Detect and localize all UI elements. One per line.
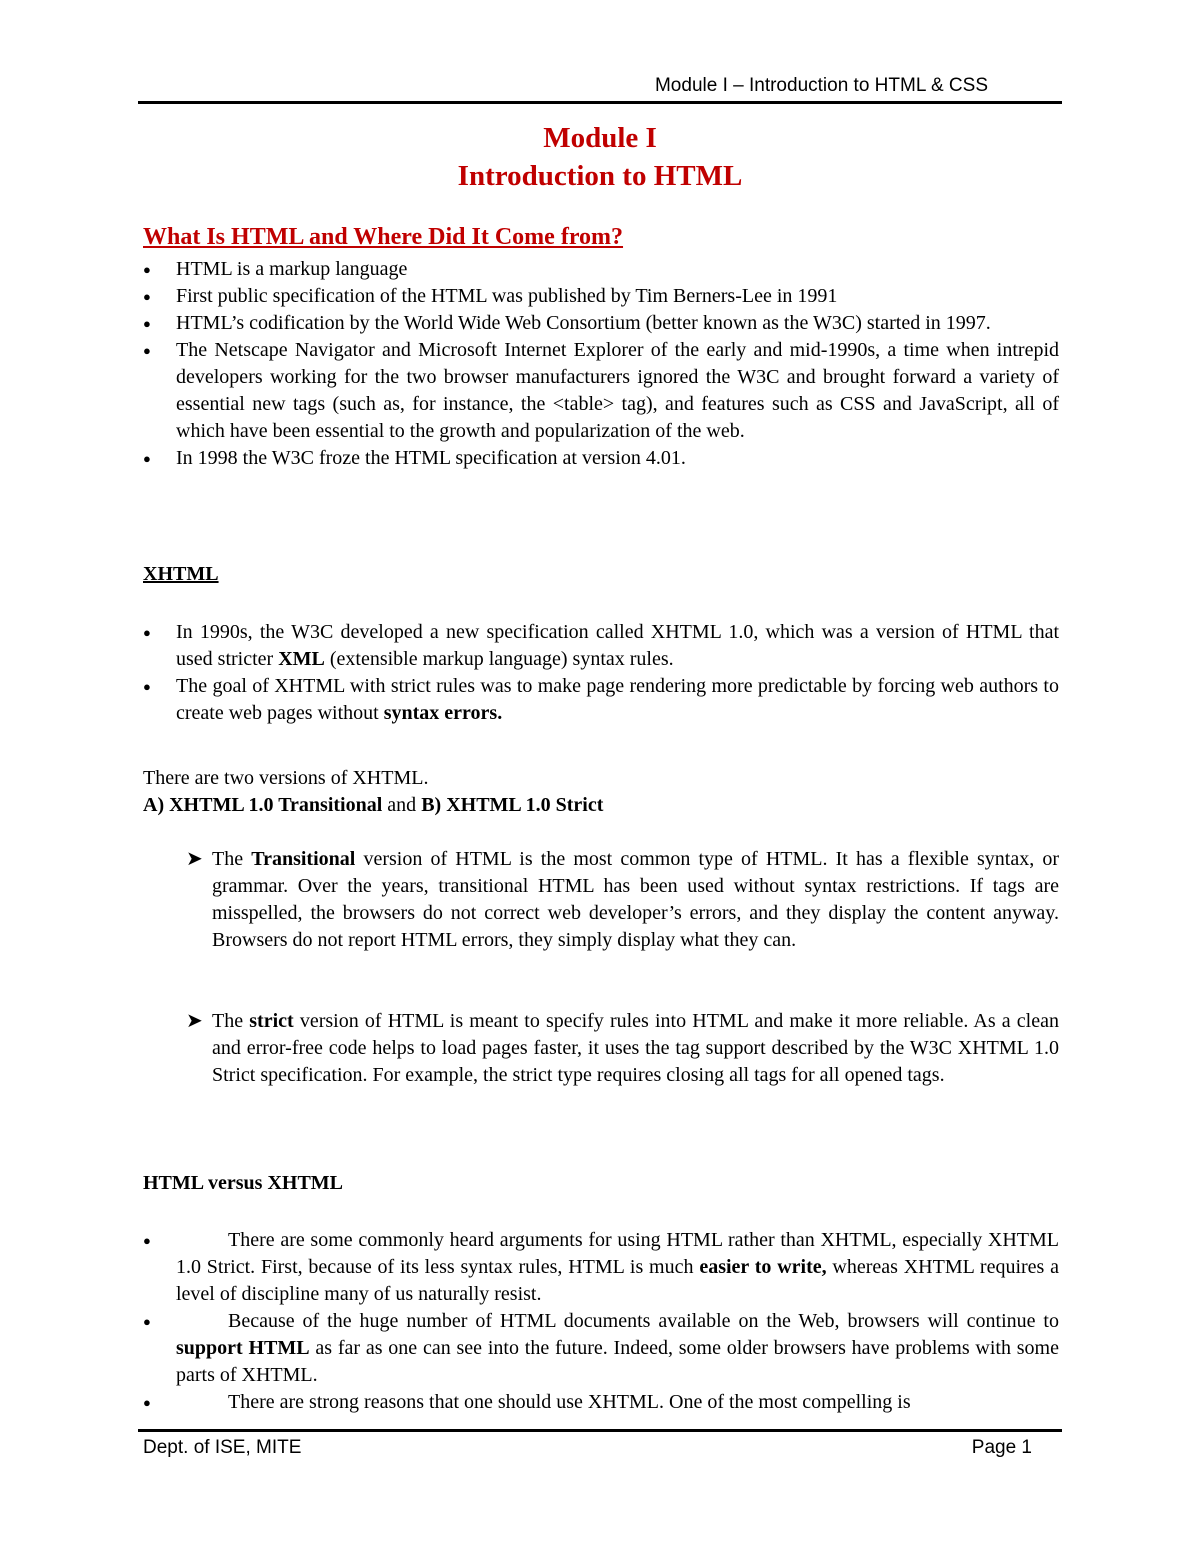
footer-rule [138,1429,1062,1432]
list-item: ● HTML is a markup language [143,256,1059,283]
list-item: ● Because of the huge number of HTML documents available on the Web, browsers will continue to support HTML as far as one can see into the future. Indeed, some older browsers have problems with some parts of XHTML. [143,1308,1059,1389]
footer-page-number: Page 1 [971,1437,1032,1458]
arrow-bullet-icon: ➤ [186,848,203,870]
list-item: ● In 1998 the W3C froze the HTML specification at version 4.01. [143,445,1059,472]
section3-bullets [143,1227,1059,1416]
running-header: Module I – Introduction to HTML & CSS [654,75,988,96]
list-item: ● HTML’s codification by the World Wide Web Consortium (better known as the W3C) started in 1997. [143,310,1059,337]
strict-description [143,1008,1059,1089]
list-item: ● There are strong reasons that one should use XHTML. One of the most compelling is [143,1389,1059,1416]
list-item: ● There are some commonly heard arguments for using HTML rather than XHTML, especially XHTML 1.0 Strict. First, because of its less syntax rules, HTML is much easier to write, whereas XHTML requires a level of discipline many of us naturally resist. [143,1227,1059,1308]
list-item: ➤ The strict version of HTML is meant to specify rules into HTML and make it more reliable. As a clean and error-free code helps to load pages faster, it uses the tag support described by the W3C XHTML 1.0 Strict specification. For example, the strict type requires closing all tags for all opened tags. [186,1010,1059,1086]
section1-bullet-list [143,256,1059,472]
section1-body [143,256,1059,472]
header-rule [138,101,1062,104]
versions-line: A) XHTML 1.0 Transitional and B) XHTML 1.0 Strict [143,794,604,816]
list-item: ● First public specification of the HTML was published by Tim Berners-Lee in 1991 [143,283,1059,310]
list-item: ● The Netscape Navigator and Microsoft Internet Explorer of the early and mid-1990s, a time when intrepid developers working for the two browser manufacturers ignored the W3C and brought forward a variety of essential new tags (such as, for instance, the <table> tag), and features such as CSS and JavaScript, all of which have been essential to the growth and popularization of the web. [143,337,1059,445]
section2-bullets [143,619,1059,727]
section-heading-html-vs-xhtml: HTML versus XHTML [143,1172,344,1194]
list-item: ● In 1990s, the W3C developed a new specification called XHTML 1.0, which was a version of HTML that used stricter XML (extensible markup language) syntax rules. [143,619,1059,673]
list-item: ➤ The Transitional version of HTML is the most common type of HTML. It has a flexible syntax, or grammar. Over the years, transitional HTML has been used without syntax restrictions. If tags are misspelled, the browsers do not correct web developer’s errors, and they display the content anyway. Browsers do not report HTML errors, they simply display what they can. [186,848,1060,951]
footer-department: Dept. of ISE, MITE [143,1437,302,1458]
module-subtitle: Introduction to HTML [457,160,743,192]
section-heading-what-is-html: What Is HTML and Where Did It Come from? [143,224,624,250]
arrow-bullet-icon: ➤ [186,1010,203,1032]
transitional-description [143,846,1059,954]
module-title: Module I [543,122,657,154]
versions-intro: There are two versions of XHTML. [143,767,429,789]
section-heading-xhtml: XHTML [143,563,219,585]
list-item: ● The goal of XHTML with strict rules was to make page rendering more predictable by forcing web authors to create web pages without syntax errors. [143,673,1059,727]
